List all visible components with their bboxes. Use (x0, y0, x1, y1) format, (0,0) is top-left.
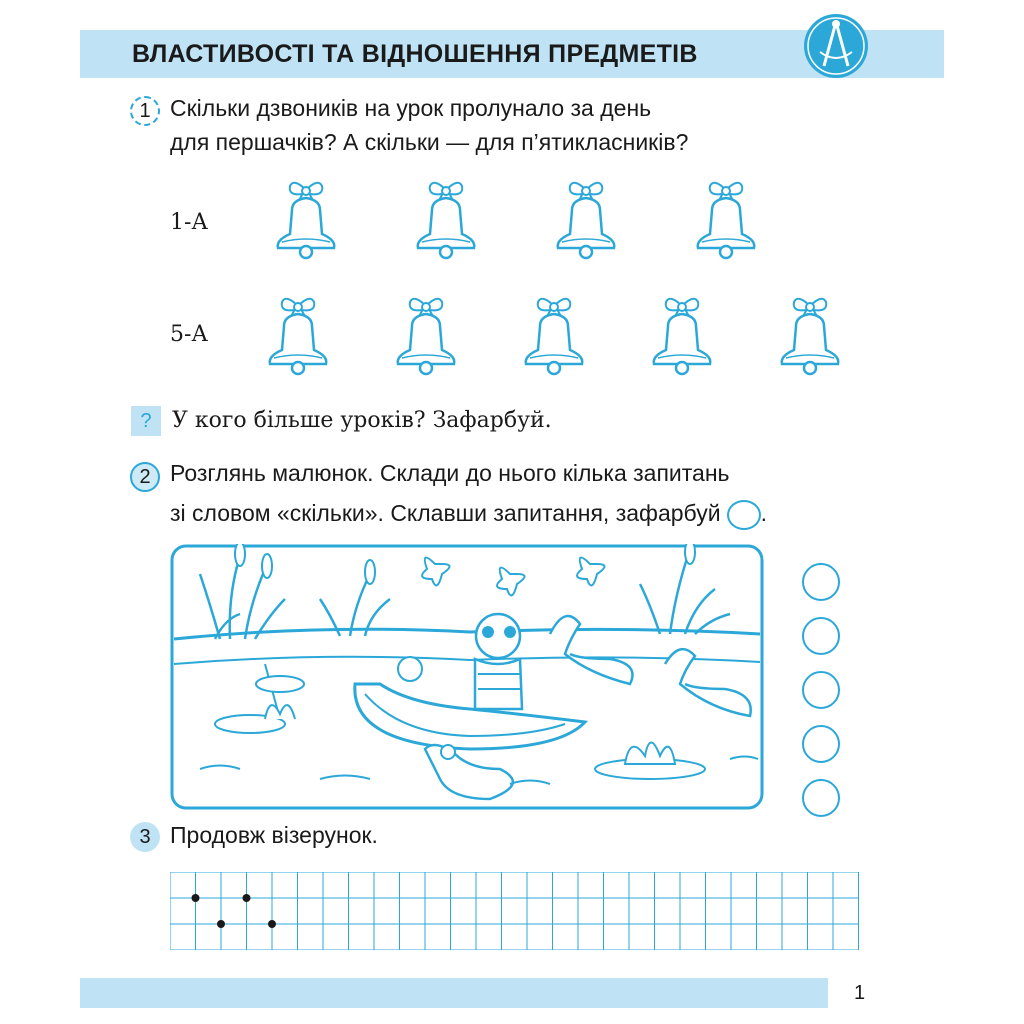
task2-line1: Розглянь малюнок. Склади до нього кілька запитань (170, 460, 730, 486)
bell-icon[interactable] (646, 292, 718, 380)
bell-icon[interactable] (518, 292, 590, 380)
answer-circle[interactable] (802, 779, 840, 817)
answer-circle[interactable] (802, 725, 840, 763)
task2-line2-end: . (760, 500, 767, 526)
task2-line2 (170, 496, 767, 530)
pond-illustration (170, 544, 764, 810)
bell-icon[interactable] (774, 292, 846, 380)
row-label-1a: 1-А (170, 210, 209, 235)
inline-color-circle[interactable] (727, 500, 761, 530)
page-number: 1 (854, 982, 866, 1004)
pattern-dot (217, 920, 225, 928)
task1-line2: для першачків? А скільки — для п’ятикласників? (170, 129, 689, 155)
pattern-dot (192, 894, 200, 902)
pattern-dot (268, 920, 276, 928)
question-mark-icon: ? (131, 406, 161, 436)
answer-circle[interactable] (802, 563, 840, 601)
answer-circle[interactable] (802, 671, 840, 709)
task3-text: Продовж візерунок. (170, 822, 378, 848)
pattern-grid[interactable] (170, 872, 860, 950)
task-number-2: 2 (130, 462, 160, 492)
page-title: ВЛАСТИВОСТІ ТА ВІДНОШЕННЯ ПРЕДМЕТІВ (132, 40, 698, 68)
compass-icon (802, 12, 870, 80)
bell-icon[interactable] (262, 292, 334, 380)
question-text: У кого більше уроків? Зафарбуй. (172, 408, 552, 433)
task1-line1: Скільки дзвоників на урок пролунало за день (170, 95, 652, 121)
bell-icon[interactable] (390, 292, 462, 380)
pattern-dot (243, 894, 251, 902)
task2-line2-text: зі словом «скільки». Склавши запитання, зафарбуй (170, 500, 721, 526)
row-label-5a: 5-А (170, 322, 209, 347)
bell-icon[interactable] (270, 176, 342, 264)
bell-icon[interactable] (410, 176, 482, 264)
task-number-1: 1 (130, 96, 160, 126)
answer-circle[interactable] (802, 617, 840, 655)
footer-bar (80, 978, 828, 1008)
bell-icon[interactable] (550, 176, 622, 264)
task-number-3: 3 (130, 822, 160, 852)
bell-icon[interactable] (690, 176, 762, 264)
